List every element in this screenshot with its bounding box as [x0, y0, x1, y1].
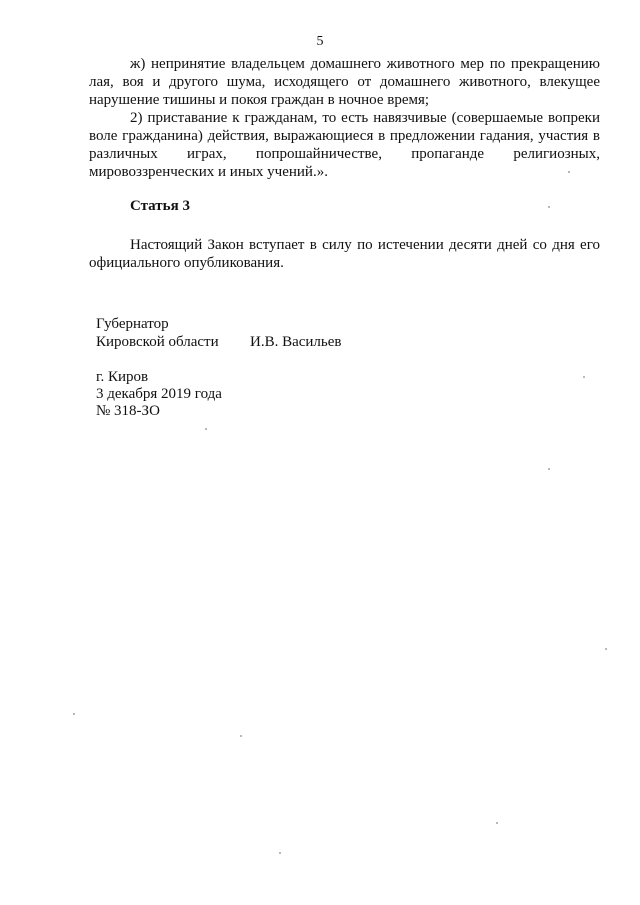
page-number: 5 [316, 34, 324, 49]
article-heading: Статья 3 [130, 198, 190, 214]
amendment-items [89, 55, 600, 181]
scan-speck [279, 852, 281, 854]
scan-speck [205, 428, 207, 430]
scan-speck [568, 171, 570, 173]
signature-block [96, 315, 342, 351]
place-city: г. Киров [96, 369, 149, 385]
signature-row [96, 333, 342, 351]
scan-speck [605, 648, 607, 650]
scan-speck [583, 376, 585, 378]
scan-speck [73, 713, 75, 715]
signature-region: Кировской области [96, 334, 219, 350]
item-2-paragraph: 2) приставание к гражданам, то есть навязчивые (совершаемые вопреки воле гражданина) действия, выражающиеся в предложении гадания, участия в различных играх, попрошайничестве, пропаганде религиозных, мировоззренческих и иных учений.». [89, 110, 600, 180]
scan-speck [548, 468, 550, 470]
place-date: 3 декабря 2019 года [96, 386, 222, 402]
scan-speck [240, 735, 242, 737]
law-number: № 318-ЗО [96, 403, 160, 419]
place-date-block [96, 369, 222, 420]
signature-name: И.В. Васильев [250, 334, 342, 350]
article-text: Настоящий Закон вступает в силу по истечении десяти дней со дня его официального опубликования. [89, 237, 600, 271]
item-zh-paragraph: ж) непринятие владельцем домашнего животного мер по прекращению лая, воя и другого шума, исходящего от домашнего животного, влекущее нарушение тишины и покоя граждан в ночное время; [89, 56, 600, 108]
scan-speck [548, 206, 550, 208]
article-body [89, 236, 600, 272]
signature-title: Губернатор [96, 316, 169, 332]
scan-speck [496, 822, 498, 824]
